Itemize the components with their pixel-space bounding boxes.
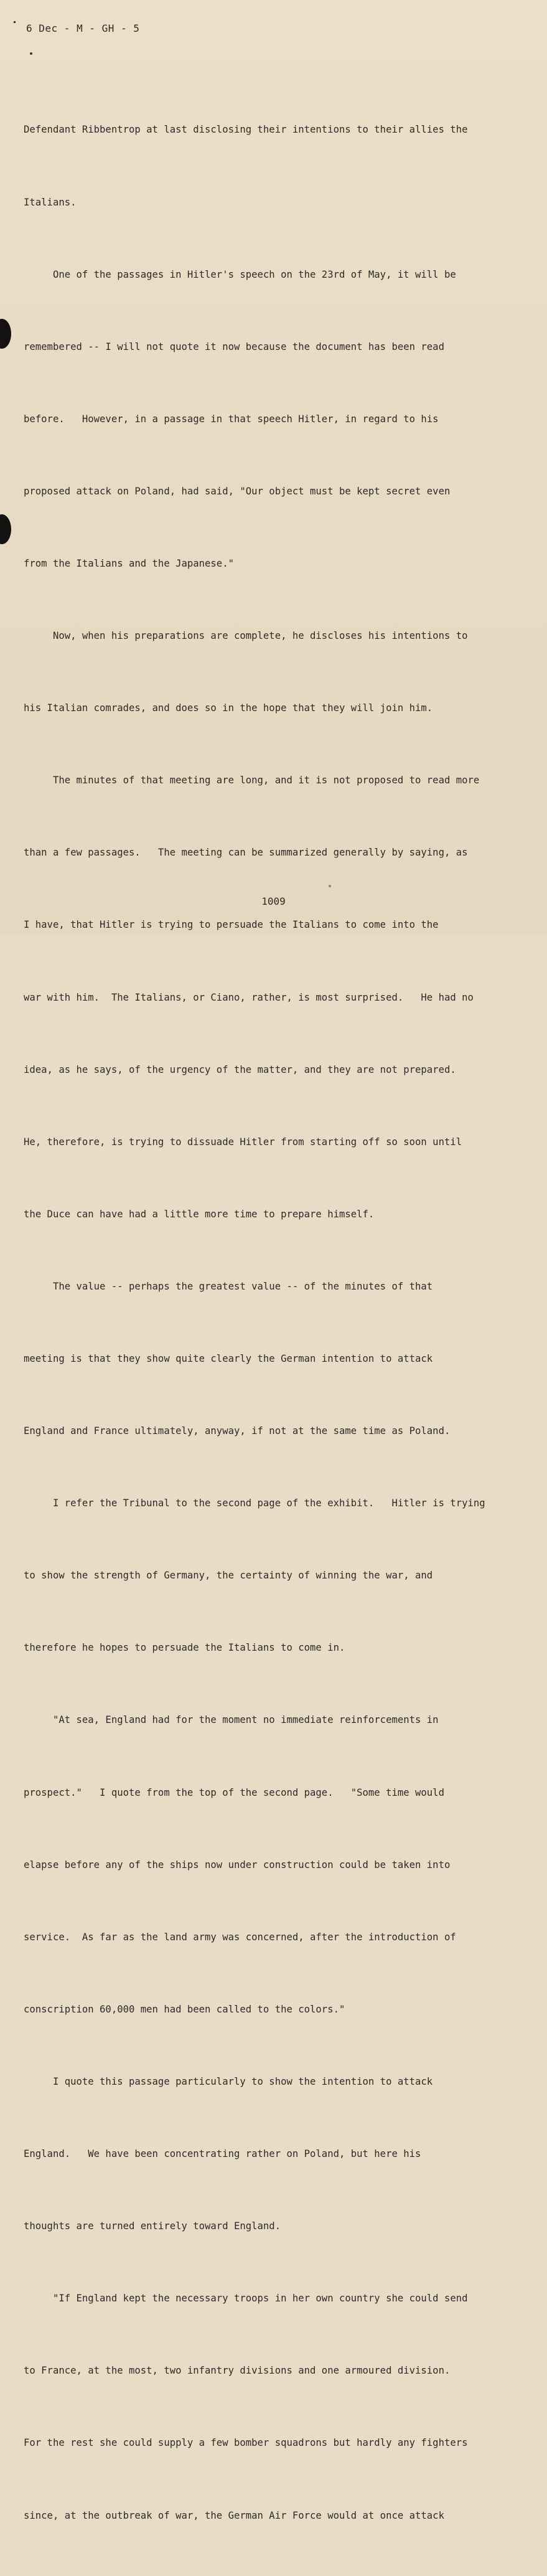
- text-line: thoughts are turned entirely toward England.: [24, 2220, 281, 2232]
- text-line: I quote this passage particularly to show the intention to attack: [24, 2075, 433, 2087]
- transcript-body: [24, 70, 515, 2576]
- text-line: war with him. The Italians, or Ciano, rather, is most surprised. He had no: [24, 991, 474, 1003]
- text-line: "At sea, England had for the moment no immediate reinforcements in: [24, 1714, 439, 1726]
- text-line: idea, as he says, of the urgency of the matter, and they are not prepared.: [24, 1064, 456, 1075]
- text-line: The value -- perhaps the greatest value -- of the minutes of that: [24, 1280, 433, 1292]
- bullet-dot: [30, 52, 32, 55]
- text-line: to France, at the most, two infantry divisions and one armoured division.: [24, 2365, 451, 2377]
- text-line: his Italian comrades, and does so in the hope that they will join him.: [24, 702, 433, 714]
- text-line: than a few passages. The meeting can be summarized generally by saying, as: [24, 847, 468, 859]
- text-line: England. We have been concentrating rather on Poland, but here his: [24, 2148, 421, 2160]
- text-line: England and France ultimately, anyway, if not at the same time as Poland.: [24, 1425, 451, 1437]
- text-line: the Duce can have had a little more time to prepare himself.: [24, 1208, 375, 1220]
- text-line: Defendant Ribbentrop at last disclosing their intentions to their allies the: [24, 124, 468, 136]
- binder-hole: [0, 319, 11, 349]
- text-line: Now, when his preparations are complete, he discloses his intentions to: [24, 630, 468, 642]
- text-line: prospect." I quote from the top of the second page. "Some time would: [24, 1786, 444, 1798]
- text-line: He, therefore, is trying to dissuade Hitler from starting off so soon until: [24, 1136, 462, 1148]
- text-line: "If England kept the necessary troops in her own country she could send: [24, 2293, 468, 2305]
- text-line: I refer the Tribunal to the second page of the exhibit. Hitler is trying: [24, 1498, 485, 1509]
- text-line: meeting is that they show quite clearly the German intention to attack: [24, 1353, 433, 1364]
- text-line: therefore he hopes to persuade the Italians to come in.: [24, 1642, 345, 1654]
- text-line: The minutes of that meeting are long, and it is not proposed to read more: [24, 775, 480, 786]
- text-line: elapse before any of the ships now under construction could be taken into: [24, 1859, 451, 1871]
- text-line: I have, that Hitler is trying to persuade the Italians to come into the: [24, 919, 439, 931]
- text-line: from the Italians and the Japanese.": [24, 557, 234, 569]
- page-number: 1009: [261, 895, 286, 907]
- text-line: service. As far as the land army was concerned, after the introduction of: [24, 1931, 456, 1943]
- paper-speck: [329, 885, 331, 887]
- text-line: remembered -- I will not quote it now because the document has been read: [24, 341, 444, 352]
- text-line: before. However, in a passage in that speech Hitler, in regard to his: [24, 413, 439, 425]
- text-line: One of the passages in Hitler's speech on the 23rd of May, it will be: [24, 268, 456, 280]
- text-line: Italians.: [24, 196, 77, 208]
- ink-mark: [14, 21, 16, 23]
- text-line: proposed attack on Poland, had said, "Our object must be kept secret even: [24, 485, 451, 497]
- text-line: since, at the outbreak of war, the German Air Force would at once attack: [24, 2509, 444, 2521]
- text-line: to show the strength of Germany, the certainty of winning the war, and: [24, 1570, 433, 1582]
- binder-hole: [0, 514, 11, 544]
- text-line: For the rest she could supply a few bomber squadrons but hardly any fighters: [24, 2437, 468, 2449]
- page-header: 6 Dec - M - GH - 5: [26, 22, 140, 34]
- text-line: conscription 60,000 men had been called to the colors.": [24, 2003, 345, 2015]
